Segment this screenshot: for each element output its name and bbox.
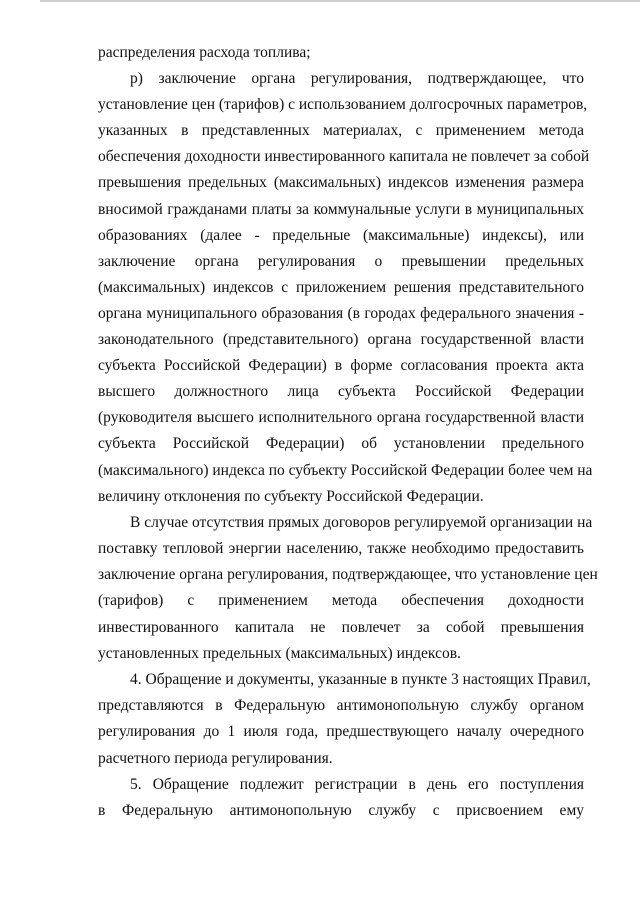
text-line: величину отклонения по субъекту Российской Федерации. [98,487,484,505]
document-body [98,40,598,824]
text-line: (максимальных) индексов с приложением решения представительного [98,278,584,296]
text-line: органа муниципального образования (в городах федерального значения - [98,304,584,322]
text-line: заключение органа регулирования, подтверждающее, что установление цен [98,566,598,584]
text-line: (тарифов) с применением метода обеспечения доходности [98,592,584,610]
text-line: 5. Обращение подлежит регистрации в день его поступления [130,776,584,794]
text-line: р) заключение органа регулирования, подтверждающее, что [130,70,584,88]
text-line: обеспечения доходности инвестированного капитала не повлечет за собой [98,148,590,166]
text-line: установленных предельных (максимальных) индексов. [98,644,461,662]
text-line: представляются в Федеральную антимонопольную службу органом [98,697,584,715]
text-line: заключение органа регулирования о превышении предельных [98,252,584,270]
text-line: в Федеральную антимонопольную службу с присвоением ему [98,802,584,820]
text-line: субъекта Российской Федерации) об установлении предельного [98,435,584,453]
text-line: законодательного (представительного) органа государственной власти [98,331,584,349]
text-line: распределения расхода топлива; [98,44,311,61]
text-line: указанных в представленных материалах, с применением метода [98,122,584,140]
text-line: субъекта Российской Федерации) в форме согласования проекта акта [98,357,584,375]
text-line: (максимального) индекса по субъекту Российской Федерации более чем на [98,461,593,479]
text-line: (руководителя высшего исполнительного органа государственной власти [98,409,584,427]
text-line: регулирования до 1 июля года, предшествующего началу очередного [98,723,584,741]
text-line: превышения предельных (максимальных) индексов изменения размера [98,174,584,192]
text-line: установление цен (тарифов) с использованием долгосрочных параметров, [98,96,588,114]
text-line: поставку тепловой энергии населению, также необходимо предоставить [98,540,584,558]
text-line: 4. Обращение и документы, указанные в пункте 3 настоящих Правил, [130,671,591,689]
text-line: вносимой гражданами платы за коммунальные услуги в муниципальных [98,200,584,218]
text-line: инвестированного капитала не повлечет за собой превышения [98,618,584,636]
text-line: В случае отсутствия прямых договоров регулируемой организации на [130,514,593,532]
scan-edge-line [40,0,640,2]
text-line: расчетного периода регулирования. [98,749,333,767]
text-line: высшего должностного лица субъекта Российской Федерации [98,383,584,401]
text-line: образованиях (далее - предельные (максимальные) индексы), или [98,226,584,244]
